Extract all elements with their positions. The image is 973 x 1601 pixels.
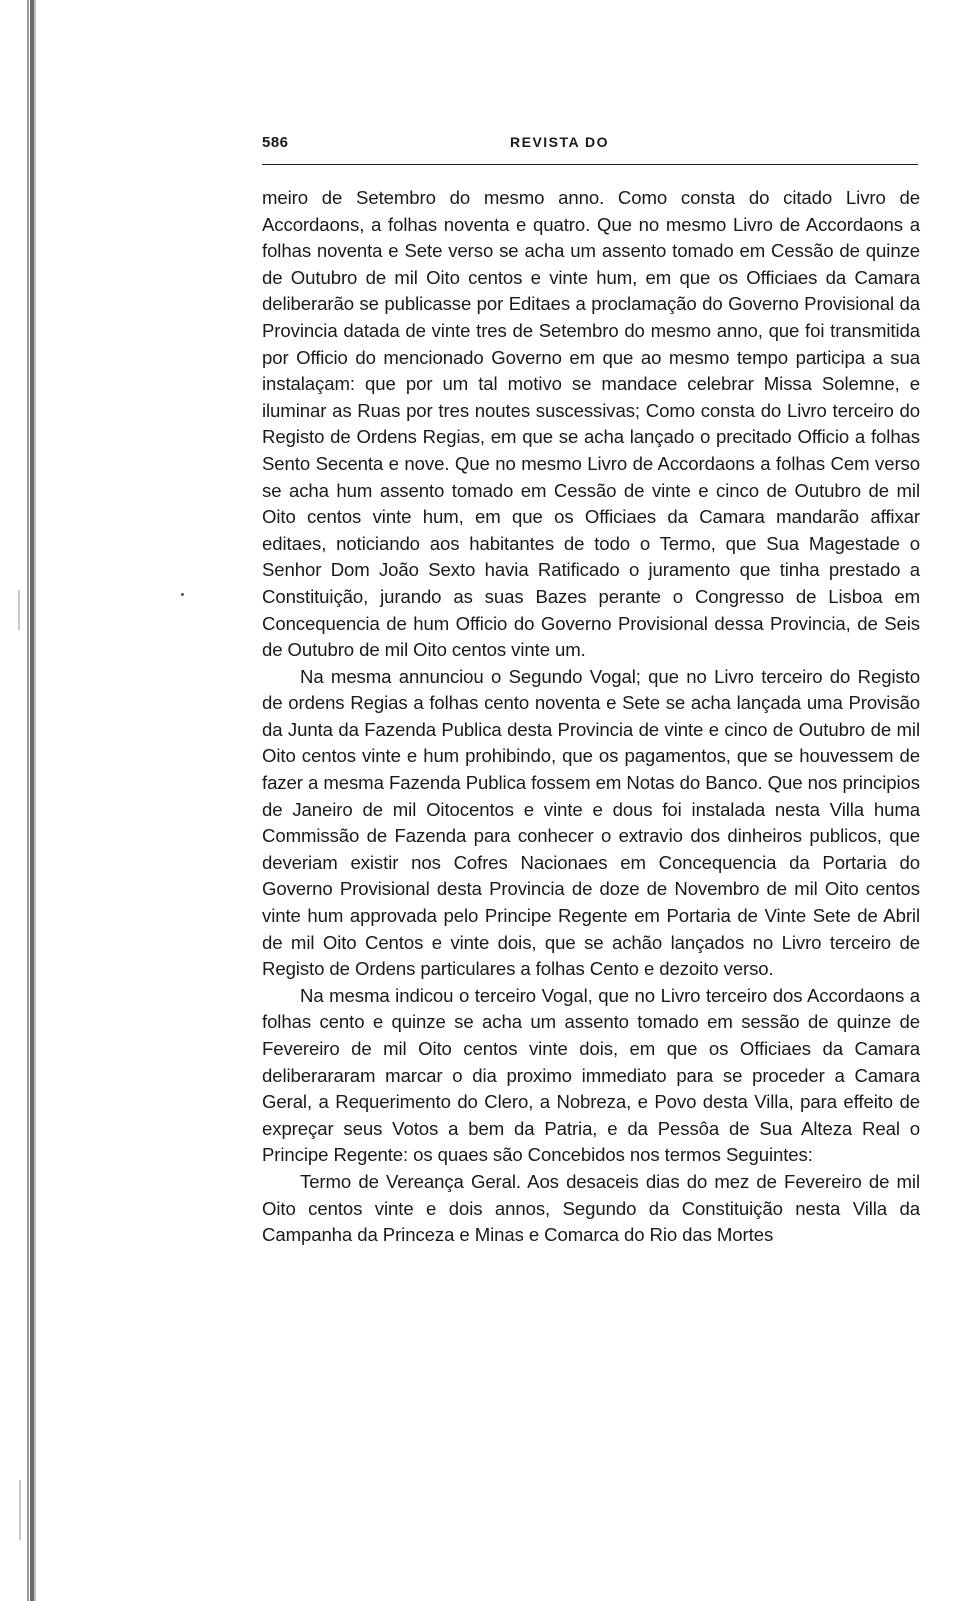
page-header xyxy=(262,134,920,160)
header-rule xyxy=(262,164,918,165)
running-head: REVISTA DO xyxy=(510,134,610,150)
page-binding-edge xyxy=(0,0,40,1601)
page-number: 586 xyxy=(262,134,289,151)
paragraph: Termo de Vereança Geral. Aos desaceis dias do mez de Fevereiro de mil Oito centos vinte e dois annos, Segundo da Constituição nesta Villa da Campanha da Princeza e Minas e Comarca do Rio das Mortes xyxy=(262,1170,920,1246)
paragraph: meiro de Setembro do mesmo anno. Como consta do citado Livro de Accordaons, a folhas noventa e quatro. Que no mesmo Livro de Accordaons a folhas noventa e Sete verso se acha um assento tomado em Cessão de quinze de Outubro de mil Oito centos e vinte hum, em que os Officiaes da Camara deliberarão se publicasse por Editaes a proclamação do Governo Provisional da Provincia datada de vinte tres de Setembro do mesmo anno, que foi transmitida por Officio do mencionado Governo em que ao mesmo tempo participa a sua instalaçam: que por um tal motivo se mandace celebrar Missa Solemne, e iluminar as Ruas por tres noutes suscessivas; Como consta do Livro terceiro do Registo de Ordens Regias, em que se acha lançado o precitado Officio a folhas Sento Secenta e nove. Que no mesmo Livro de Accordaons a folhas Cem verso se acha hum assento tomado em Cessão de vinte e cinco de Outubro de mil Oito centos vinte hum, em que os Officiaes da Camara mandarão affixar editaes, noticiando aos habitantes de todo o Termo, que Sua Magestade o Senhor Dom João Sexto havia Ratificado o juramento que tinha prestado a Constituição, jurando as suas Bazes perante o Congresso de Lisboa em Concequencia de hum Officio do Governo Provisional dessa Provincia, de Seis de Outubro de mil Oito centos vinte um. xyxy=(262,187,920,661)
stray-ink-mark xyxy=(181,593,184,596)
body-text xyxy=(262,185,920,1249)
paragraph: Na mesma annunciou o Segundo Vogal; que no Livro terceiro do Registo de ordens Regias a folhas cento noventa e Sete se acha lançada uma Provisão da Junta da Fazenda Publica desta Provincia de vinte e cinco de Outubro de mil Oito centos vinte e hum prohibindo, que os pagamentos, que se houvessem de fazer a mesma Fazenda Publica fossem em Notas do Banco. Que nos principios de Janeiro de mil Oitocentos e vinte e dous foi instalada nesta Villa huma Commissão de Fazenda para conhecer o extravio dos dinheiros publicos, que deveriam existir nos Cofres Nacionaes em Concequencia da Portaria do Governo Provisional desta Provincia de doze de Novembro de mil Oito centos vinte hum approvada pelo Principe Regente em Portaria de Vinte Sete de Abril de mil Oito Centos e vinte dois, que se achão lançados no Livro terceiro de Registo de Ordens particulares a folhas Cento e dezoito verso. xyxy=(262,665,920,980)
paragraph: Na mesma indicou o terceiro Vogal, que no Livro terceiro dos Accordaons a folhas cento e quinze se acha um assento tomado em sessão de quinze de Fevereiro de mil Oito centos vinte dois, em que os Officiaes da Camara deliberararam marcar o dia proximo immediato para se proceder a Camara Geral, a Requerimento do Clero, a Nobreza, e Povo desta Villa, para effeito de expreçar seus Votos a bem da Patria, e da Pessôa de Sua Alteza Real o Principe Regente: os quaes são Concebidos nos termos Seguintes: xyxy=(262,984,920,1166)
